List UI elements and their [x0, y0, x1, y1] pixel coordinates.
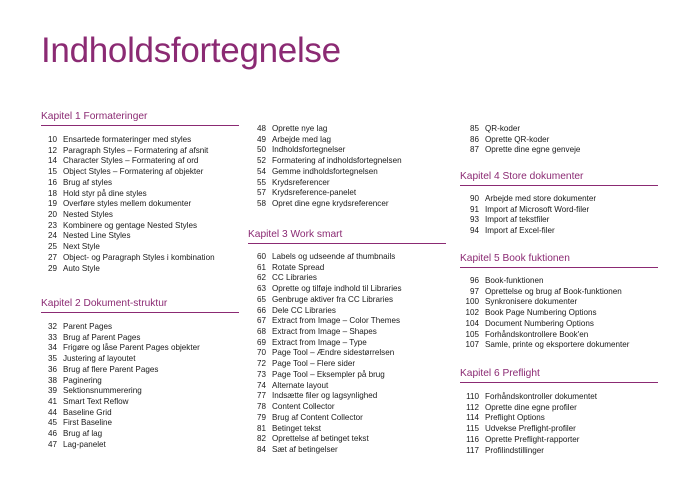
- toc-entry-page: 70: [256, 348, 266, 358]
- toc-entry-title: Auto Style: [63, 263, 100, 273]
- toc-entry-page: 20: [47, 210, 57, 220]
- toc-entry-title: Content Collector: [272, 402, 335, 412]
- toc-entry: [41, 397, 200, 408]
- toc-entry-title: Dele CC Libraries: [272, 305, 336, 315]
- toc-entry-page: 114: [466, 413, 479, 423]
- toc-entry-page: 91: [469, 204, 479, 214]
- toc-entry-title: Genbruge aktiver fra CC Libraries: [272, 294, 394, 304]
- chapter-heading-5: Kapitel 5 Book fuktionen: [460, 253, 658, 268]
- toc-entry-page: 14: [47, 156, 57, 166]
- toc-entry-page: 97: [469, 286, 479, 296]
- toc-entry: [248, 178, 402, 189]
- chapter-heading-1: Kapitel 1 Formateringer: [41, 111, 239, 126]
- toc-entry-page: 60: [256, 252, 266, 261]
- toc-entry: [41, 354, 200, 365]
- toc-entry-page: 79: [256, 412, 266, 422]
- toc-entry-page: 50: [256, 145, 266, 155]
- toc-entry-page: 96: [469, 276, 479, 285]
- toc-entry-page: 87: [469, 145, 479, 155]
- toc-entry-title: Sektionsnummerering: [63, 386, 142, 396]
- toc-entry-title: Krydsreference-panelet: [272, 188, 357, 198]
- toc-entry-title: Brug af lag: [63, 429, 103, 439]
- toc-entry-page: 100: [465, 297, 479, 307]
- toc-entry-title: Oprette dine egne genveje: [485, 145, 581, 155]
- toc-entry: [248, 135, 402, 146]
- toc-entry-title: Page Tool – Flere sider: [272, 359, 356, 369]
- toc-entry-page: 73: [256, 369, 266, 379]
- toc-entry: [41, 146, 215, 157]
- toc-entry-page: 90: [469, 194, 479, 203]
- toc-entry-title: Page Tool – Ændre sidestørrelsen: [272, 348, 395, 358]
- toc-entry: [248, 188, 402, 199]
- toc-entry-page: 39: [47, 386, 57, 396]
- toc-entry-page: 34: [47, 343, 57, 353]
- toc-entry-page: 112: [466, 402, 479, 412]
- toc-entry-page: 105: [465, 329, 479, 339]
- toc-entry-page: 61: [256, 262, 266, 272]
- toc-entry-title: Extract from Image – Shapes: [272, 327, 377, 337]
- chapter-3-continued-items: [460, 124, 580, 156]
- toc-entry-page: 15: [47, 167, 57, 177]
- toc-entry-title: Baseline Grid: [63, 407, 112, 417]
- page-title: Indholdsfortegnelse: [41, 31, 341, 70]
- toc-entry: [460, 319, 629, 330]
- toc-entry-title: Book-funktionen: [485, 276, 544, 285]
- toc-entry: [460, 194, 596, 205]
- toc-entry-page: 49: [256, 134, 266, 144]
- toc-entry-page: 29: [47, 263, 57, 273]
- toc-entry-page: 67: [256, 316, 266, 326]
- toc-entry-page: 86: [469, 134, 479, 144]
- toc-entry: [41, 365, 200, 376]
- toc-entry-title: Extract from Image – Color Themes: [272, 316, 401, 326]
- chapter-heading-6: Kapitel 6 Preflight: [460, 368, 658, 383]
- toc-entry-title: Extract from Image – Type: [272, 337, 367, 347]
- chapter-heading-2: Kapitel 2 Dokument-struktur: [41, 298, 239, 313]
- toc-entry-title: Krydsreferencer: [272, 177, 330, 187]
- toc-entry-page: 16: [47, 177, 57, 187]
- chapter-5-items: [460, 276, 629, 351]
- toc-entry: [460, 413, 597, 424]
- toc-entry-title: Brug af Parent Pages: [63, 332, 141, 342]
- toc-entry: [41, 386, 200, 397]
- toc-entry: [460, 330, 629, 341]
- toc-entry-title: Object Styles – Formatering af objekter: [63, 167, 204, 177]
- toc-entry: [248, 263, 402, 274]
- chapter-heading-3: Kapitel 3 Work smart: [248, 229, 446, 244]
- toc-entry: [460, 226, 596, 237]
- toc-entry-title: Rotate Spread: [272, 262, 325, 272]
- toc-entry: [41, 333, 200, 344]
- toc-entry: [41, 210, 215, 221]
- toc-entry-page: 84: [256, 444, 266, 454]
- toc-entry: [248, 295, 402, 306]
- toc-entry-page: 62: [256, 273, 266, 283]
- chapter-3-items: [248, 252, 402, 456]
- toc-entry: [460, 135, 580, 146]
- toc-entry-title: Formatering af indholdsfortegnelsen: [272, 156, 402, 166]
- toc-entry-page: 45: [47, 418, 57, 428]
- toc-entry: [41, 199, 215, 210]
- toc-entry: [41, 343, 200, 354]
- toc-entry-page: 77: [256, 391, 266, 401]
- toc-entry: [41, 156, 215, 167]
- toc-entry-title: Indsætte filer og lagsynlighed: [272, 391, 378, 401]
- toc-entry-title: Justering af layoutet: [63, 354, 136, 364]
- toc-entry-title: Document Numbering Options: [485, 318, 594, 328]
- toc-entry-page: 35: [47, 354, 57, 364]
- toc-entry-title: Indholdsfortegnelser: [272, 145, 346, 155]
- toc-entry: [41, 253, 215, 264]
- toc-entry-title: Profilindstillinger: [485, 445, 544, 455]
- toc-entry-page: 104: [465, 318, 479, 328]
- toc-entry: [248, 273, 402, 284]
- toc-entry-title: Synkronisere dokumenter: [485, 297, 578, 307]
- toc-entry-title: Gemme indholdsfortegnelsen: [272, 166, 378, 176]
- toc-entry-title: Hold styr på dine styles: [63, 188, 147, 198]
- toc-entry-page: 69: [256, 337, 266, 347]
- toc-entry-page: 18: [47, 188, 57, 198]
- toc-entry-page: 117: [466, 445, 479, 455]
- toc-entry: [460, 435, 597, 446]
- toc-entry-page: 48: [256, 124, 266, 133]
- toc-entry-title: Lag-panelet: [63, 439, 106, 449]
- toc-entry-page: 12: [47, 145, 57, 155]
- toc-entry-title: Nested Styles: [63, 210, 113, 220]
- toc-entry: [41, 264, 215, 275]
- toc-entry: [460, 403, 597, 414]
- toc-entry-page: 66: [256, 305, 266, 315]
- toc-entry: [41, 221, 215, 232]
- toc-entry: [248, 199, 402, 210]
- toc-entry-page: 58: [256, 199, 266, 209]
- toc-entry-title: Book Page Numbering Options: [485, 308, 597, 318]
- toc-entry-title: Oprettelse og brug af Book-funktionen: [485, 286, 622, 296]
- toc-entry: [41, 135, 215, 146]
- toc-entry-page: 23: [47, 220, 57, 230]
- toc-entry-title: Character Styles – Formatering af ord: [63, 156, 199, 166]
- toc-entry: [460, 446, 597, 457]
- toc-entry-title: Forhåndskontrollere Book'en: [485, 329, 589, 339]
- toc-entry-title: Frigøre og låse Parent Pages objekter: [63, 343, 200, 353]
- toc-entry-page: 46: [47, 429, 57, 439]
- toc-entry-title: Parent Pages: [63, 322, 113, 331]
- toc-entry-page: 57: [256, 188, 266, 198]
- toc-entry-title: CC Libraries: [272, 273, 317, 283]
- toc-entry: [41, 418, 200, 429]
- toc-entry: [248, 327, 402, 338]
- toc-entry-title: Opret dine egne krydsreferencer: [272, 199, 389, 209]
- toc-entry-page: 27: [47, 252, 57, 262]
- toc-entry-title: Oprette dine egne profiler: [485, 402, 577, 412]
- toc-entry-title: Samle, printe og eksportere dokumenter: [485, 340, 630, 350]
- toc-entry: [248, 338, 402, 349]
- toc-entry: [248, 145, 402, 156]
- toc-entry: [248, 156, 402, 167]
- toc-entry: [460, 215, 596, 226]
- toc-entry: [41, 178, 215, 189]
- toc-entry-page: 10: [47, 135, 57, 144]
- toc-entry: [460, 205, 596, 216]
- toc-entry: [460, 340, 629, 351]
- toc-entry-page: 41: [47, 397, 57, 407]
- toc-entry-title: Brug af styles: [63, 177, 113, 187]
- toc-entry: [248, 370, 402, 381]
- toc-entry-title: Arbejde med lag: [272, 134, 331, 144]
- toc-entry-page: 85: [469, 124, 479, 133]
- toc-entry-title: Sæt af betingelser: [272, 444, 338, 454]
- toc-entry: [248, 348, 402, 359]
- toc-entry-title: Alternate layout: [272, 380, 329, 390]
- toc-entry: [248, 284, 402, 295]
- toc-entry-title: Udvekse Preflight-profiler: [485, 424, 576, 434]
- toc-entry: [248, 252, 402, 263]
- toc-entry-title: Preflight Options: [485, 413, 545, 423]
- toc-entry-title: Labels og udseende af thumbnails: [272, 252, 396, 261]
- toc-entry-title: Oprette QR-koder: [485, 134, 550, 144]
- toc-entry: [248, 381, 402, 392]
- toc-entry: [41, 376, 200, 387]
- toc-entry-page: 63: [256, 284, 266, 294]
- toc-entry-title: Import af tekstfiler: [485, 215, 550, 225]
- toc-entry-title: Forhåndskontroller dokumentet: [485, 392, 598, 401]
- toc-entry: [248, 424, 402, 435]
- toc-entry-page: 116: [466, 434, 479, 444]
- toc-entry: [41, 231, 215, 242]
- toc-entry: [460, 276, 629, 287]
- toc-entry-title: Smart Text Reflow: [63, 397, 129, 407]
- toc-entry: [460, 124, 580, 135]
- toc-entry: [248, 434, 402, 445]
- toc-entry-title: Paragraph Styles – Formatering af afsnit: [63, 145, 209, 155]
- toc-entry-title: Brug af flere Parent Pages: [63, 364, 159, 374]
- chapter-4-items: [460, 194, 596, 237]
- toc-entry: [41, 408, 200, 419]
- toc-entry-title: QR-koder: [485, 124, 521, 133]
- toc-entry-title: Brug af Content Collector: [272, 412, 363, 422]
- chapter-heading-4: Kapitel 4 Store dokumenter: [460, 171, 658, 186]
- toc-entry-page: 52: [256, 156, 266, 166]
- toc-entry: [460, 297, 629, 308]
- toc-entry-page: 94: [469, 226, 479, 236]
- toc-entry: [41, 167, 215, 178]
- toc-entry: [248, 413, 402, 424]
- chapter-6-items: [460, 392, 597, 456]
- toc-entry-title: Oprette Preflight-rapporter: [485, 434, 580, 444]
- toc-entry-page: 55: [256, 177, 266, 187]
- toc-entry-title: Page Tool – Eksempler på brug: [272, 369, 385, 379]
- toc-entry-title: Overføre styles mellem dokumenter: [63, 199, 192, 209]
- toc-entry: [41, 242, 215, 253]
- toc-entry: [460, 287, 629, 298]
- toc-entry-title: Import af Microsoft Word-filer: [485, 204, 590, 214]
- toc-entry-page: 82: [256, 434, 266, 444]
- chapter-2-items: [41, 322, 200, 451]
- toc-entry-title: Nested Line Styles: [63, 231, 131, 241]
- toc-entry: [460, 145, 580, 156]
- toc-entry-page: 107: [465, 340, 479, 350]
- toc-entry-title: Next Style: [63, 242, 100, 252]
- toc-entry-page: 65: [256, 294, 266, 304]
- toc-entry-page: 78: [256, 402, 266, 412]
- toc-entry: [248, 306, 402, 317]
- toc-entry-title: Ensartede formateringer med styles: [63, 135, 192, 144]
- chapter-2-continued-items: [248, 124, 402, 210]
- toc-entry: [248, 167, 402, 178]
- toc-entry-title: Paginering: [63, 375, 102, 385]
- toc-entry: [41, 189, 215, 200]
- chapter-1-items: [41, 135, 215, 274]
- toc-entry-title: Oprettelse af betinget tekst: [272, 434, 369, 444]
- toc-entry: [248, 445, 402, 456]
- toc-entry: [460, 308, 629, 319]
- toc-entry-title: Kombinere og gentage Nested Styles: [63, 220, 198, 230]
- toc-entry: [41, 322, 200, 333]
- toc-entry-title: Import af Excel-filer: [485, 226, 555, 236]
- toc-entry: [460, 424, 597, 435]
- toc-entry-page: 25: [47, 242, 57, 252]
- toc-entry-page: 74: [256, 380, 266, 390]
- toc-entry-title: Oprette nye lag: [272, 124, 328, 133]
- toc-entry: [41, 429, 200, 440]
- toc-entry-page: 102: [465, 308, 479, 318]
- toc-entry-page: 32: [47, 322, 57, 331]
- toc-entry: [248, 391, 402, 402]
- toc-entry-page: 33: [47, 332, 57, 342]
- toc-entry-page: 47: [47, 439, 57, 449]
- toc-entry-page: 36: [47, 364, 57, 374]
- toc-entry-page: 54: [256, 166, 266, 176]
- toc-entry-page: 110: [466, 392, 479, 401]
- toc-entry-title: Oprette og tilføje indhold til Libraries: [272, 284, 402, 294]
- toc-entry-page: 68: [256, 327, 266, 337]
- toc-entry: [248, 359, 402, 370]
- toc-entry-page: 72: [256, 359, 266, 369]
- toc-entry: [248, 402, 402, 413]
- toc-entry-title: Object- og Paragraph Styles i kombination: [63, 252, 215, 262]
- toc-entry: [248, 124, 402, 135]
- toc-entry-page: 24: [47, 231, 57, 241]
- toc-entry-page: 115: [466, 424, 479, 434]
- toc-entry-title: First Baseline: [63, 418, 113, 428]
- toc-entry-page: 93: [469, 215, 479, 225]
- toc-entry-page: 38: [47, 375, 57, 385]
- toc-entry: [248, 316, 402, 327]
- toc-entry-title: Betinget tekst: [272, 423, 322, 433]
- toc-entry-page: 19: [47, 199, 57, 209]
- toc-entry: [41, 440, 200, 451]
- toc-entry-page: 81: [256, 423, 266, 433]
- toc-entry-title: Arbejde med store dokumenter: [485, 194, 597, 203]
- toc-entry: [460, 392, 597, 403]
- toc-entry-page: 44: [47, 407, 57, 417]
